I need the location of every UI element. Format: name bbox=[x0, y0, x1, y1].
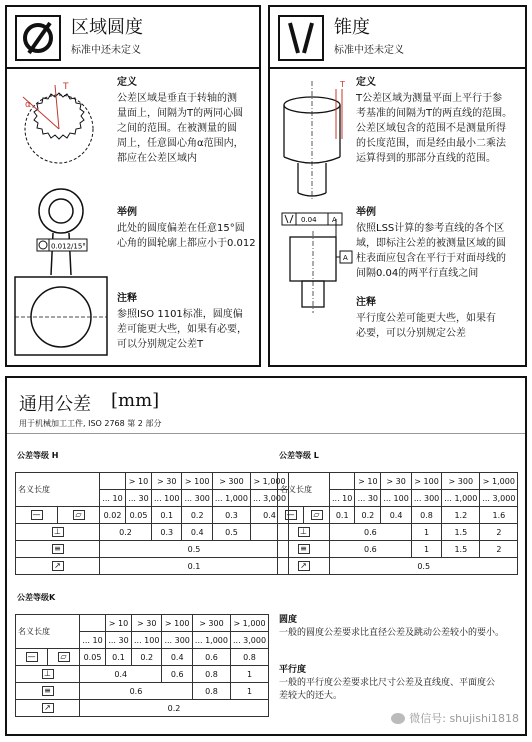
table-cell: 0.5 bbox=[212, 524, 250, 541]
roundness-note-line: 可以分别规定公差T bbox=[117, 339, 204, 350]
taper-def-line: 考基准的间隔为T的两直线的范围。 bbox=[356, 108, 513, 119]
table-cell: 0.6 bbox=[330, 524, 412, 541]
range-bottom: ... 1,000 bbox=[442, 490, 480, 507]
nominal-length-header: 名义长度 bbox=[16, 615, 80, 649]
taper-datum-label: A bbox=[343, 254, 348, 262]
table-cell: 0.8 bbox=[230, 649, 268, 666]
range-top: > 10 bbox=[355, 473, 381, 490]
roundness-definition-figure bbox=[11, 77, 107, 177]
roundness-general-note bbox=[279, 614, 523, 640]
range-bottom: ... 3,000 bbox=[250, 490, 288, 507]
table-cell: 0.2 bbox=[80, 700, 269, 717]
roundness-note bbox=[117, 291, 259, 352]
range-top: > 1,000 bbox=[250, 473, 288, 490]
svg-text:T: T bbox=[63, 82, 69, 92]
nominal-length-header: 名义长度 bbox=[16, 473, 100, 507]
table-cell: 0.6 bbox=[162, 666, 192, 683]
taper-ex-line: 依照LSS计算的参考直线的各个区 bbox=[356, 223, 505, 234]
range-top: > 300 bbox=[192, 615, 230, 632]
range-bottom: ... 1,000 bbox=[212, 490, 250, 507]
watermark-text: 微信号: shujishi1818 bbox=[409, 712, 519, 725]
range-top bbox=[80, 615, 106, 632]
watermark bbox=[391, 710, 519, 726]
taper-panel bbox=[268, 5, 527, 367]
table-cell: 0.8 bbox=[192, 666, 230, 683]
range-bottom: ... 30 bbox=[355, 490, 381, 507]
taper-example bbox=[356, 205, 526, 281]
flatness-icon: — bbox=[16, 649, 48, 666]
range-bottom: ... 3,000 bbox=[230, 632, 268, 649]
taper-def-line: 运算得到的那部分直线的范围。 bbox=[356, 153, 496, 164]
general-unit: [mm] bbox=[111, 390, 160, 411]
table-cell: 0.8 bbox=[411, 507, 441, 524]
svg-text:T: T bbox=[340, 80, 345, 89]
table-cell: 0.6 bbox=[192, 649, 230, 666]
taper-note bbox=[356, 295, 526, 341]
roundness-def-line: 公差区域是垂直于转轴的测 bbox=[117, 93, 237, 104]
roundness-note-line: 差可能更大些，如果有必要， bbox=[117, 324, 247, 335]
table-cell: 1.5 bbox=[442, 524, 480, 541]
general-title-bar bbox=[7, 378, 525, 434]
range-bottom: ... 1,000 bbox=[192, 632, 230, 649]
range-top bbox=[330, 473, 355, 490]
general-tolerance-panel bbox=[5, 376, 527, 736]
runout-icon: ↗ bbox=[16, 700, 80, 717]
table-cell: 1.5 bbox=[442, 541, 480, 558]
table-cell: 0.2 bbox=[100, 524, 152, 541]
table-cell: 0.2 bbox=[182, 507, 212, 524]
table-cell: 0.3 bbox=[212, 507, 250, 524]
table-cell: 0.3 bbox=[152, 524, 182, 541]
grade-k-label: 公差等级K bbox=[17, 593, 56, 602]
table-cell: 0.2 bbox=[355, 507, 381, 524]
symmetry-icon: ≡ bbox=[16, 541, 100, 558]
grade-l-label: 公差等级 L bbox=[279, 451, 319, 460]
table-cell: 0.1 bbox=[152, 507, 182, 524]
parallelism-general-note bbox=[279, 664, 523, 703]
range-bottom: ... 300 bbox=[162, 632, 192, 649]
table-cell: 0.4 bbox=[250, 507, 288, 524]
range-top: > 100 bbox=[411, 473, 441, 490]
taper-ex-line: 间隔0.04的两平行直线之间 bbox=[356, 268, 479, 279]
taper-callout-datum: A bbox=[332, 216, 337, 224]
roundness-callout: 0.012/15° bbox=[51, 242, 86, 251]
table-cell: 0.5 bbox=[100, 541, 289, 558]
taper-note-heading: 注释 bbox=[356, 297, 376, 308]
range-top: > 100 bbox=[162, 615, 192, 632]
range-top bbox=[100, 473, 126, 490]
taper-def-line: T公差区域为测量平面上平行于参 bbox=[356, 93, 503, 104]
table-cell: 0.6 bbox=[80, 683, 193, 700]
table-cell: 0.1 bbox=[330, 507, 355, 524]
range-top: > 30 bbox=[152, 473, 182, 490]
range-bottom: ... 100 bbox=[152, 490, 182, 507]
table-cell: 0.8 bbox=[192, 683, 230, 700]
table-cell: 1 bbox=[230, 666, 268, 683]
circularity-icon bbox=[15, 15, 61, 61]
parallelogram-icon: ▱ bbox=[58, 507, 100, 524]
table-cell: 0.05 bbox=[80, 649, 106, 666]
table-cell: 0.4 bbox=[182, 524, 212, 541]
taper-title: 锥度 bbox=[334, 17, 370, 38]
taper-note-line: 平行度公差可能更大些，如果有 bbox=[356, 313, 496, 324]
range-top: > 1,000 bbox=[230, 615, 268, 632]
table-cell: 2 bbox=[480, 541, 518, 558]
note1-text: 一般的圆度公差要求比直径公差及跳动公差较小的要小。 bbox=[279, 628, 505, 638]
range-top: > 30 bbox=[132, 615, 162, 632]
range-top: > 10 bbox=[106, 615, 132, 632]
taper-ex-line: 域，即标注公差的被测量区域的圆 bbox=[356, 238, 506, 249]
roundness-example bbox=[117, 205, 259, 251]
range-top: > 30 bbox=[381, 473, 411, 490]
roundness-def-line: 都应在公差区域内 bbox=[117, 153, 197, 164]
general-title: 通用公差 bbox=[19, 394, 91, 415]
connecting-rod-figure bbox=[11, 185, 113, 363]
table-cell: 0.02 bbox=[100, 507, 126, 524]
note2-line: 一般的平行度公差要求比尺寸公差及直线度、平面度公 bbox=[279, 678, 496, 688]
range-bottom: ... 100 bbox=[381, 490, 411, 507]
roundness-note-heading: 注释 bbox=[117, 293, 137, 304]
taper-example-figure bbox=[276, 211, 354, 315]
range-bottom: ... 10 bbox=[100, 490, 126, 507]
symmetry-icon: ≡ bbox=[16, 683, 80, 700]
flatness-icon: — bbox=[16, 507, 58, 524]
taper-definition-figure bbox=[276, 79, 352, 203]
roundness-def-heading: 定义 bbox=[117, 77, 137, 88]
note2-line: 差较大的还大。 bbox=[279, 691, 343, 701]
table-cell: 0.4 bbox=[162, 649, 192, 666]
table-cell: 0.2 bbox=[132, 649, 162, 666]
table-cell: 0.6 bbox=[330, 541, 412, 558]
roundness-title: 区域圆度 bbox=[71, 17, 143, 38]
taper-subtitle: 标准中还未定义 bbox=[334, 45, 404, 56]
taper-icon bbox=[278, 15, 324, 61]
table-cell: 0.05 bbox=[126, 507, 152, 524]
parallelogram-icon: ▱ bbox=[48, 649, 80, 666]
roundness-note-line: 参照ISO 1101标准，圆度偏 bbox=[117, 309, 243, 320]
perpendicularity-icon: ⊥ bbox=[16, 524, 100, 541]
svg-text:α: α bbox=[25, 100, 31, 110]
roundness-def-line: 之间的范围。在被测量的圆 bbox=[117, 123, 237, 134]
taper-ex-line: 柱表面应包含在平行于对面母线的 bbox=[356, 253, 506, 264]
roundness-subtitle: 标准中还未定义 bbox=[71, 45, 141, 56]
taper-def-heading: 定义 bbox=[356, 77, 376, 88]
range-top: > 10 bbox=[126, 473, 152, 490]
note2-heading: 平行度 bbox=[279, 665, 307, 675]
range-top: > 300 bbox=[442, 473, 480, 490]
roundness-panel bbox=[5, 5, 261, 367]
taper-note-line: 必要，可以分别规定公差 bbox=[356, 328, 466, 339]
table-cell: 0.4 bbox=[80, 666, 162, 683]
table-cell: 2 bbox=[480, 524, 518, 541]
table-cell: 0.4 bbox=[381, 507, 411, 524]
range-bottom: ... 300 bbox=[182, 490, 212, 507]
note1-heading: 圆度 bbox=[279, 615, 298, 625]
nominal-length-header: 名义长度 bbox=[278, 473, 330, 507]
symmetry-icon: ≡ bbox=[278, 541, 330, 558]
table-cell: 1 bbox=[230, 683, 268, 700]
table-cell: 0.1 bbox=[100, 558, 289, 575]
range-top: > 100 bbox=[182, 473, 212, 490]
range-bottom: ... 10 bbox=[80, 632, 106, 649]
table-cell: 1.2 bbox=[442, 507, 480, 524]
roundness-ex-line: 此处的圆度偏差在任意15°圆 bbox=[117, 223, 245, 234]
grade-l-table bbox=[277, 472, 518, 575]
roundness-definition bbox=[117, 75, 259, 166]
range-top: > 300 bbox=[212, 473, 250, 490]
taper-header bbox=[270, 7, 525, 69]
range-bottom: ... 30 bbox=[106, 632, 132, 649]
roundness-header bbox=[7, 7, 259, 69]
roundness-def-line: 量面上，间隔为T的两同心圆 bbox=[117, 108, 244, 119]
table-cell: 1 bbox=[411, 524, 441, 541]
taper-definition bbox=[356, 75, 526, 166]
roundness-def-line: 周上，任意圆心角α范围内， bbox=[117, 138, 244, 149]
parallelogram-icon: ▱ bbox=[304, 507, 330, 524]
wechat-icon bbox=[391, 713, 405, 724]
range-top: > 1,000 bbox=[480, 473, 518, 490]
roundness-ex-heading: 举例 bbox=[117, 207, 137, 218]
grade-h-label: 公差等级 H bbox=[17, 451, 59, 460]
taper-ex-heading: 举例 bbox=[356, 207, 376, 218]
taper-def-line: 的长度范围，而是经由最小二乘法 bbox=[356, 138, 506, 149]
range-bottom: ... 30 bbox=[126, 490, 152, 507]
table-cell: 0.5 bbox=[330, 558, 518, 575]
perpendicularity-icon: ⊥ bbox=[16, 666, 80, 683]
range-bottom: ... 300 bbox=[411, 490, 441, 507]
table-cell: 1 bbox=[411, 541, 441, 558]
runout-icon: ↗ bbox=[278, 558, 330, 575]
table-cell: 1.6 bbox=[480, 507, 518, 524]
taper-callout-value: 0.04 bbox=[301, 216, 317, 224]
general-subtitle: 用于机械加工工件, ISO 2768 第 2 部分 bbox=[19, 419, 162, 428]
flatness-icon: — bbox=[278, 507, 304, 524]
grade-h-table bbox=[15, 472, 289, 575]
roundness-ex-line: 心角的圆轮廓上都应小于0.012 bbox=[117, 238, 256, 249]
runout-icon: ↗ bbox=[16, 558, 100, 575]
range-bottom: ... 3,000 bbox=[480, 490, 518, 507]
grade-k-table bbox=[15, 614, 269, 717]
perpendicularity-icon: ⊥ bbox=[278, 524, 330, 541]
table-cell: 0.1 bbox=[106, 649, 132, 666]
range-bottom: ... 10 bbox=[330, 490, 355, 507]
range-bottom: ... 100 bbox=[132, 632, 162, 649]
taper-def-line: 公差区域包含的范围不是测量所得 bbox=[356, 123, 506, 134]
